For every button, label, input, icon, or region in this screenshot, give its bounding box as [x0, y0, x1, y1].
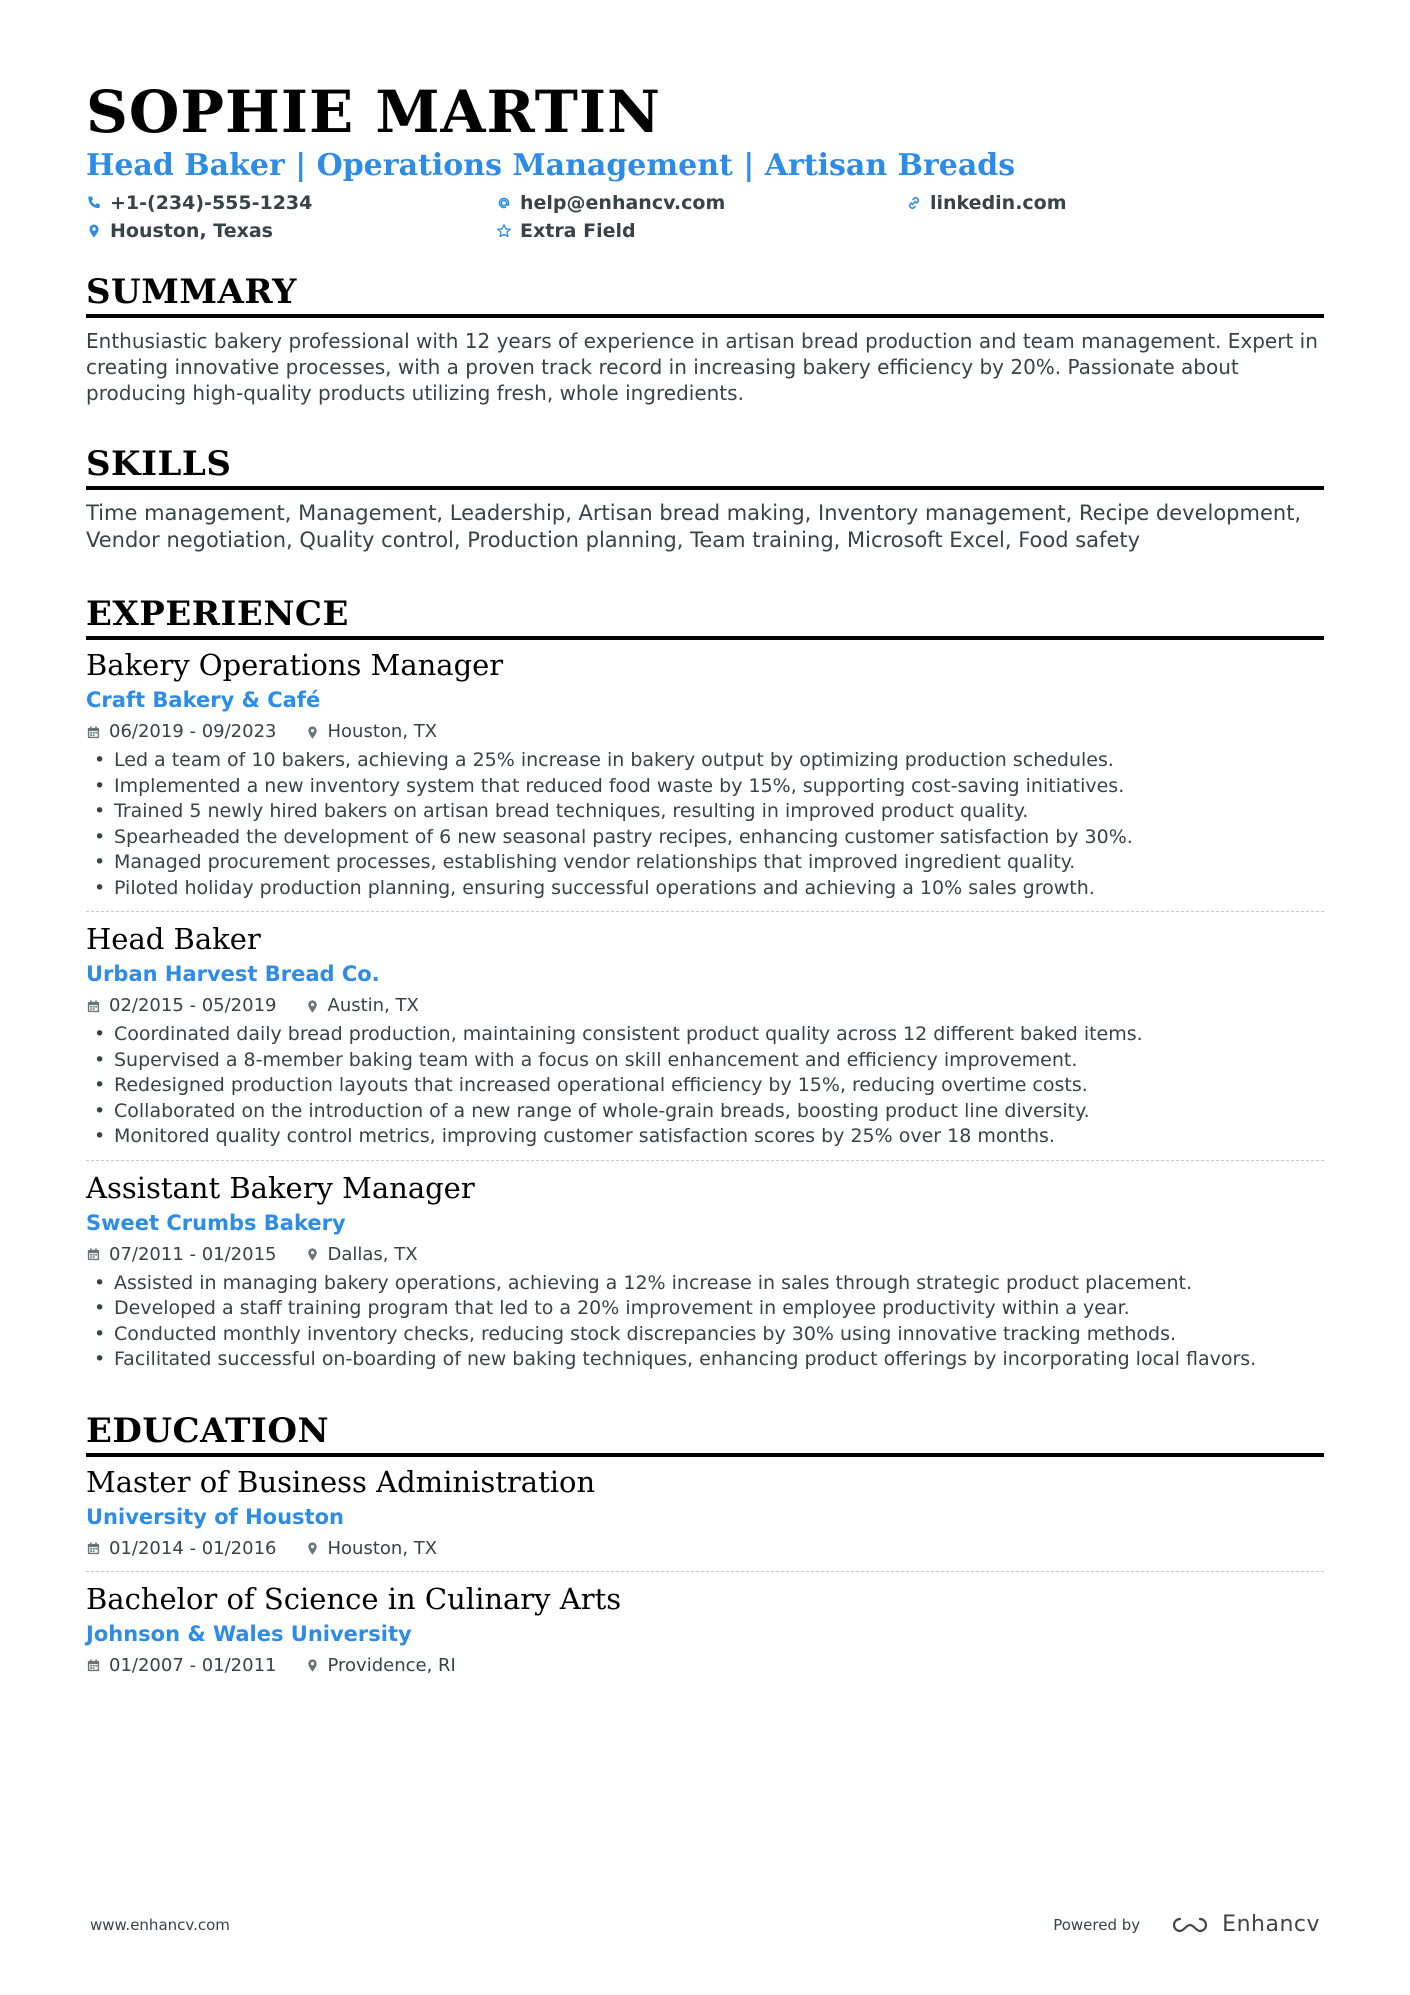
- summary-text: Enthusiastic bakery professional with 12 years of experience in artisan bread production and team management. Expert in creating innovative processes, with a proven track record in increasing bakery efficiency by 20%. Passionate about producing high-quality products utilizing fresh, whole ingredients.: [86, 329, 1318, 405]
- entry-meta: [86, 720, 1324, 744]
- skills-title: SKILLS: [86, 444, 1324, 490]
- entry-location-text: Dallas, TX: [327, 1243, 418, 1265]
- achievement-item: • Assisted in managing bakery operations, achieving a 12% increase in sales through strategic product placement.: [86, 1271, 1324, 1297]
- contact-linkedin[interactable]: [906, 192, 1306, 214]
- degree-title: Master of Business Administration: [86, 1464, 596, 1499]
- contact-extra-text: Extra Field: [520, 220, 636, 242]
- entry-location: [305, 1243, 418, 1267]
- entry-location-text: Houston, TX: [327, 721, 438, 742]
- entry-meta: [86, 994, 1324, 1018]
- skills-text: Time management, Management, Leadership, Artisan bread making, Inventory management, Recipe development, Vendor negotiation, Quality control, Production planning, Team training, Microsoft Excel, Food safety: [86, 501, 1302, 552]
- summary-section: [86, 272, 1324, 406]
- entry-meta: [86, 1537, 1324, 1561]
- education-entry: [86, 1580, 1324, 1688]
- contact-location-text: Houston, Texas: [110, 220, 273, 242]
- achievement-item: • Implemented a new inventory system that reduced food waste by 15%, supporting cost-saving initiatives.: [86, 774, 1324, 800]
- experience-entry: [86, 1169, 1324, 1383]
- entry-dates-text: 02/2015 - 05/2019: [109, 995, 277, 1016]
- entry-dates-text: 01/2007 - 01/2011: [109, 1654, 277, 1676]
- achievement-item: • Spearheaded the development of 6 new seasonal pastry recipes, enhancing customer satisfaction by 30%.: [86, 825, 1324, 851]
- achievement-item: • Trained 5 newly hired bakers on artisan bread techniques, resulting in improved product quality.: [86, 799, 1324, 825]
- experience-entry: [86, 646, 1324, 912]
- link-icon: [906, 195, 922, 211]
- entry-location: [305, 1654, 456, 1678]
- contact-list: [86, 192, 1324, 242]
- star-icon: [496, 223, 512, 239]
- footer-website[interactable]: www.enhancv.com: [90, 1915, 230, 1934]
- entry-dates: [86, 1654, 277, 1678]
- entry-location-text: Houston, TX: [327, 1537, 438, 1559]
- experience-entries: [86, 646, 1324, 1383]
- entry-location: [305, 720, 438, 744]
- experience-title: EXPERIENCE: [86, 594, 1324, 640]
- map-pin-icon: [305, 999, 320, 1014]
- at-sign-icon: [496, 195, 512, 211]
- achievement-item: • Supervised a 8-member baking team with a focus on skill enhancement and efficiency improvement.: [86, 1048, 1324, 1074]
- job-title: Head Baker: [86, 922, 261, 956]
- achievement-list: [86, 748, 1324, 901]
- entry-location-text: Providence, RI: [327, 1654, 456, 1676]
- footer-brand-name: Enhancv: [1222, 1912, 1320, 1937]
- company-name: Sweet Crumbs Bakery: [86, 1210, 346, 1235]
- contact-phone-text: +1-(234)-555-1234: [110, 192, 313, 214]
- contact-extra: [496, 220, 906, 242]
- contact-location: [86, 220, 496, 242]
- entry-meta: [86, 1654, 1324, 1678]
- calendar-icon: [86, 1658, 101, 1673]
- entry-location: [305, 994, 419, 1018]
- education-entry: [86, 1463, 1324, 1572]
- entry-dates-text: 07/2011 - 01/2015: [109, 1243, 277, 1265]
- school-name: University of Houston: [86, 1504, 344, 1529]
- entry-dates-text: 01/2014 - 01/2016: [109, 1537, 277, 1559]
- candidate-headline: Head Baker | Operations Management | Artisan Breads: [86, 148, 1016, 183]
- entry-dates: [86, 1537, 277, 1561]
- achievement-item: • Collaborated on the introduction of a new range of whole-grain breads, boosting product line diversity.: [86, 1099, 1324, 1125]
- achievement-item: • Led a team of 10 bakers, achieving a 25% increase in bakery output by optimizing production schedules.: [86, 748, 1324, 774]
- resume-header: [86, 80, 1324, 242]
- calendar-icon: [86, 1247, 101, 1262]
- entry-dates: [86, 720, 277, 744]
- achievement-item: • Facilitated successful on-boarding of new baking techniques, enhancing product offerings by incorporating local flavors.: [86, 1347, 1324, 1373]
- map-pin-icon: [305, 725, 320, 740]
- achievement-item: • Managed procurement processes, establishing vendor relationships that improved ingredient quality.: [86, 850, 1324, 876]
- map-pin-icon: [305, 1658, 320, 1673]
- job-title: Assistant Bakery Manager: [86, 1170, 475, 1205]
- entry-dates: [86, 994, 277, 1018]
- entry-location-text: Austin, TX: [327, 995, 419, 1016]
- achievement-item: • Developed a staff training program that led to a 20% improvement in employee productivity within a year.: [86, 1296, 1324, 1322]
- achievement-item: • Piloted holiday production planning, ensuring successful operations and achieving a 10% sales growth.: [86, 876, 1324, 902]
- experience-section: [86, 594, 1324, 1383]
- entry-dates: [86, 1243, 277, 1267]
- page-footer: [90, 1912, 1320, 1937]
- contact-linkedin-text: linkedin.com: [930, 192, 1067, 214]
- job-title: Bakery Operations Manager: [86, 648, 504, 682]
- achievement-item: • Coordinated daily bread production, maintaining consistent product quality across 12 different baked items.: [86, 1022, 1324, 1048]
- education-title: EDUCATION: [86, 1411, 1324, 1457]
- school-name: Johnson & Wales University: [86, 1621, 412, 1646]
- footer-brand[interactable]: [1166, 1912, 1320, 1937]
- entry-location: [305, 1537, 438, 1561]
- contact-phone[interactable]: [86, 192, 496, 214]
- map-pin-icon: [305, 1541, 320, 1556]
- phone-icon: [86, 195, 102, 211]
- skills-section: [86, 444, 1324, 554]
- calendar-icon: [86, 1541, 101, 1556]
- achievement-item: • Conducted monthly inventory checks, reducing stock discrepancies by 30% using innovative tracking methods.: [86, 1322, 1324, 1348]
- company-name: Craft Bakery & Café: [86, 688, 321, 712]
- education-entries: [86, 1463, 1324, 1688]
- calendar-icon: [86, 725, 101, 740]
- calendar-icon: [86, 999, 101, 1014]
- entry-meta: [86, 1243, 1324, 1267]
- summary-title: SUMMARY: [86, 272, 1324, 318]
- contact-email-text: help@enhancv.com: [520, 192, 726, 214]
- contact-email[interactable]: [496, 192, 906, 214]
- education-section: [86, 1411, 1324, 1688]
- footer-powered: [1053, 1912, 1320, 1937]
- degree-title: Bachelor of Science in Culinary Arts: [86, 1581, 622, 1616]
- enhancv-logo-icon: [1166, 1913, 1214, 1937]
- map-pin-icon: [86, 223, 102, 239]
- footer-powered-label: Powered by: [1053, 1915, 1141, 1934]
- achievement-list: [86, 1271, 1324, 1373]
- achievement-item: • Monitored quality control metrics, improving customer satisfaction scores by 25% over 18 months.: [86, 1124, 1324, 1150]
- candidate-name: SOPHIE MARTIN: [86, 78, 662, 146]
- entry-dates-text: 06/2019 - 09/2023: [109, 721, 277, 742]
- map-pin-icon: [305, 1247, 320, 1262]
- experience-entry: [86, 920, 1324, 1161]
- achievement-item: • Redesigned production layouts that increased operational efficiency by 15%, reducing overtime costs.: [86, 1073, 1324, 1099]
- achievement-list: [86, 1022, 1324, 1150]
- company-name: Urban Harvest Bread Co.: [86, 962, 380, 986]
